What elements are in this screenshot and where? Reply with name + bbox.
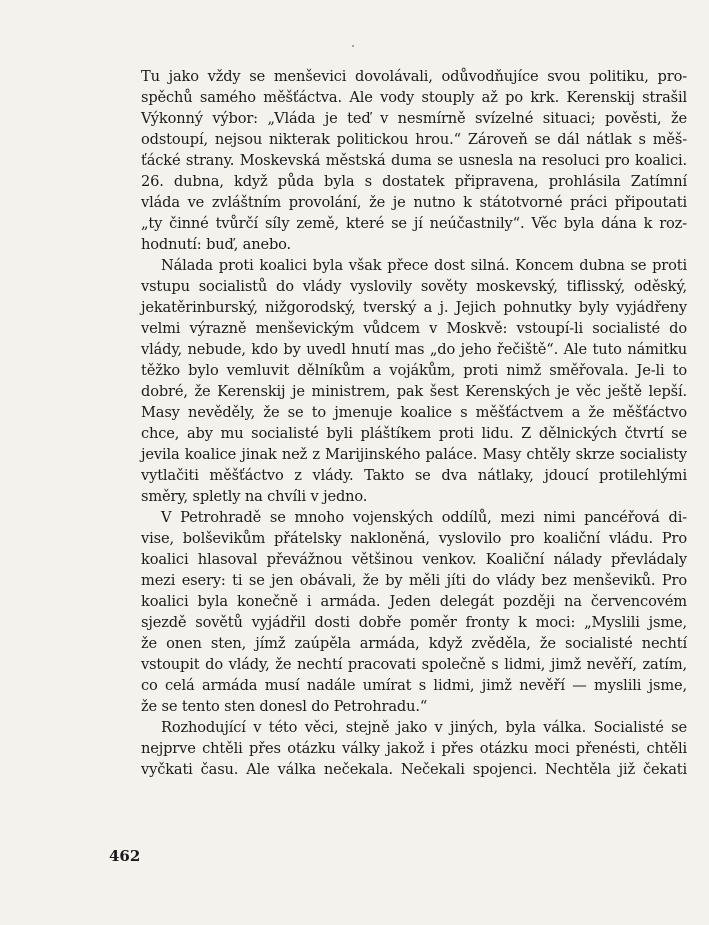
text-line: sjezdě sovětů vyjádřil dosti dobře poměr fronty k moci: „Myslili jsme,	[141, 614, 687, 631]
text-line: V Petrohradě se mnoho vojenských oddílů, mezi nimi pancéřová di-	[161, 509, 687, 526]
text-line: mezi esery: ti se jen obávali, že by měli jíti do vlády bez menševiků. Pro	[141, 572, 687, 589]
page-number: 462	[109, 847, 141, 865]
text-line: chce, aby mu socialisté byli pláštíkem proti lidu. Z dělnických čtvrtí se	[141, 425, 687, 442]
text-line: koalici byla konečně i armáda. Jeden delegát později na červencovém	[141, 593, 687, 610]
text-line: Masy nevěděly, že se to jmenuje koalice s měšťáctvem a že měšťáctvo	[141, 404, 687, 421]
text-line: „ty činné tvůrčí síly země, které se jí neúčastnily“. Věc byla dána k roz-	[141, 215, 687, 232]
text-line: hodnutí: buď, anebo.	[141, 236, 292, 253]
text-line: jevila koalice jinak než z Marijinského paláce. Masy chtěly skrze socialisty	[141, 446, 687, 463]
text-line: odstoupí, nejsou nikterak politickou hrou.“ Zároveň se dál nátlak s měš-	[141, 131, 687, 148]
text-line: směry, spletly na chvíli v jedno.	[141, 488, 368, 505]
text-line: jekatěrinburský, nižgorodský, tverský a j. Jejich pohnutky byly vyjádřeny	[141, 299, 687, 316]
text-line: vyčkati času. Ale válka nečekala. Nečekali spojenci. Nechtěla již čekati	[141, 761, 687, 778]
text-line: spěchů samého měšťáctva. Ale vody stouply až po krk. Kerenskij strašil	[141, 89, 687, 106]
text-line: Tu jako vždy se menševici dovolávali, odůvodňujíce svou politiku, pro-	[141, 68, 687, 85]
paper-speck	[352, 45, 354, 47]
text-line: že onen sten, jímž zaúpěla armáda, když zvěděla, že socialisté nechtí	[141, 635, 687, 652]
text-line: Výkonný výbor: „Vláda je teď v nesmírně svízelné situaci; pověsti, že	[141, 110, 687, 127]
text-line: co celá armáda musí nadále umírat s lidmi, jimž nevěří — myslili jsme,	[141, 677, 687, 694]
text-line: ťácké strany. Moskevská městská duma se usnesla na resoluci pro koalici.	[141, 152, 687, 169]
text-line: Nálada proti koalici byla však přece dost silná. Koncem dubna se proti	[161, 257, 687, 274]
text-line: velmi výrazně menševickým vůdcem v Moskvě: vstoupí-li socialisté do	[141, 320, 687, 337]
text-line: dobré, že Kerenskij je ministrem, pak šest Kerenských je věc ještě lepší.	[141, 383, 687, 400]
text-line: těžko bylo vemluvit dělníkům a vojákům, proti nimž směřovala. Je-li to	[141, 362, 687, 379]
text-line: Rozhodující v této věci, stejně jako v jiných, byla válka. Socialisté se	[161, 719, 687, 736]
text-line: vstupu socialistů do vlády vyslovily sověty moskevský, tiflisský, oděský,	[141, 278, 687, 295]
text-line: vytlačiti měšťáctvo z vlády. Takto se dva nátlaky, jdoucí protilehlými	[141, 467, 687, 484]
text-line: vise, bolševikům přátelsky nakloněná, vyslovilo pro koaliční vládu. Pro	[141, 530, 687, 547]
text-line: 26. dubna, když půda byla s dostatek připravena, prohlásila Zatímní	[141, 173, 687, 190]
body-text	[141, 66, 687, 780]
text-line: koalici hlasoval převážnou většinou venkov. Koaliční nálady převládaly	[141, 551, 687, 568]
text-line: vlády, nebude, kdo by uvedl hnutí mas „do jeho řečiště“. Ale tuto námitku	[141, 341, 687, 358]
text-line: nejprve chtěli přes otázku války jakož i přes otázku moci přenésti, chtěli	[141, 740, 687, 757]
text-line: že se tento sten donesl do Petrohradu.“	[141, 698, 428, 715]
text-line: vláda ve zvláštním provolání, že je nutno k státotvorné práci připoutati	[141, 194, 687, 211]
text-line: vstoupit do vlády, že nechtí pracovati společně s lidmi, jimž nevěří, zatím,	[141, 656, 687, 673]
